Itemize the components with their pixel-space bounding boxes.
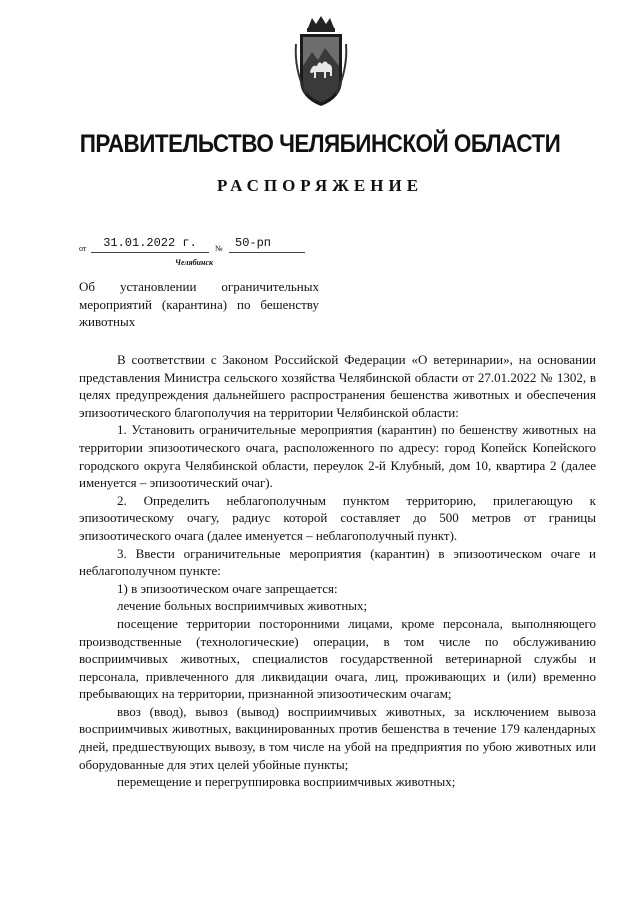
city: Челябинск [175,258,214,267]
from-label: от [79,244,87,253]
government-title: ПРАВИТЕЛЬСТВО ЧЕЛЯБИНСКОЙ ОБЛАСТИ [79,130,561,158]
document-meta [79,234,319,268]
paragraph: 3. Ввести ограничительные мероприятия (карантин) в эпизоотическом очаге и неблагополучном пункте: [79,545,596,579]
document-number: 50-рп [229,236,305,253]
paragraph: лечение больных восприимчивых животных; [117,598,368,614]
paragraph: 1) в эпизоотическом очаге запрещается: [117,580,338,596]
paragraph: посещение территории посторонними лицами, кроме персонала, выполняющего производственные (технологические) операции, в том числе по обслуживанию восприимчивых животных, специалистов государственной ветеринарной службы и персонала, привлеченного для ликвидации очага, лиц, проживающих и (или) временно пребывающих на территории, признанной эпизоотическим очагам; [79,615,596,702]
number-label: № [215,244,223,253]
paragraph: ввоз (ввод), вывоз (вывод) восприимчивых животных, за исключением вывоза восприимчивых животных, вакцинированных против бешенства в течение 179 календарных дней, предшествующих вывозу, в том числе на убой на предприятия по убою животных или оборудованные для этих целей убойные пункты; [79,703,596,772]
paragraph: В соответствии с Законом Российской Федерации «О ветеринарии», на основании представления Министра сельского хозяйства Челябинской области от 27.01.2022 № 1302, в целях предупреждения дальнейшего распространения бешенства животных и обеспечения эпизоотического благополучия на территории Челябинской области: [79,352,596,420]
document-date: 31.01.2022 г. [91,236,209,253]
paragraph: 1. Установить ограничительные мероприятия (карантин) по бешенству животных на территории эпизоотического очага, расположенного по адресу: город Копейск Копейского городского округа Челябинской области, переулок 2-й Клубный, дом 10, квартира 2 (далее именуется – эпизоотический очаг). [79,422,596,491]
document-type: РАСПОРЯЖЕНИЕ [216,176,424,195]
paragraph: перемещение и перегруппировка восприимчивых животных; [117,774,456,790]
document-subject: Об установлении ограничительных мероприятий (карантина) по бешенству животных [79,279,319,329]
paragraph: 2. Определить неблагополучным пунктом территорию, прилегающую к эпизоотическому очагу, радиус которой составляет до 500 метров от границы эпизоотического очага (далее именуется – неблагополучный пункт). [79,492,596,543]
coat-of-arms-icon [292,14,350,110]
document-body [79,351,596,791]
